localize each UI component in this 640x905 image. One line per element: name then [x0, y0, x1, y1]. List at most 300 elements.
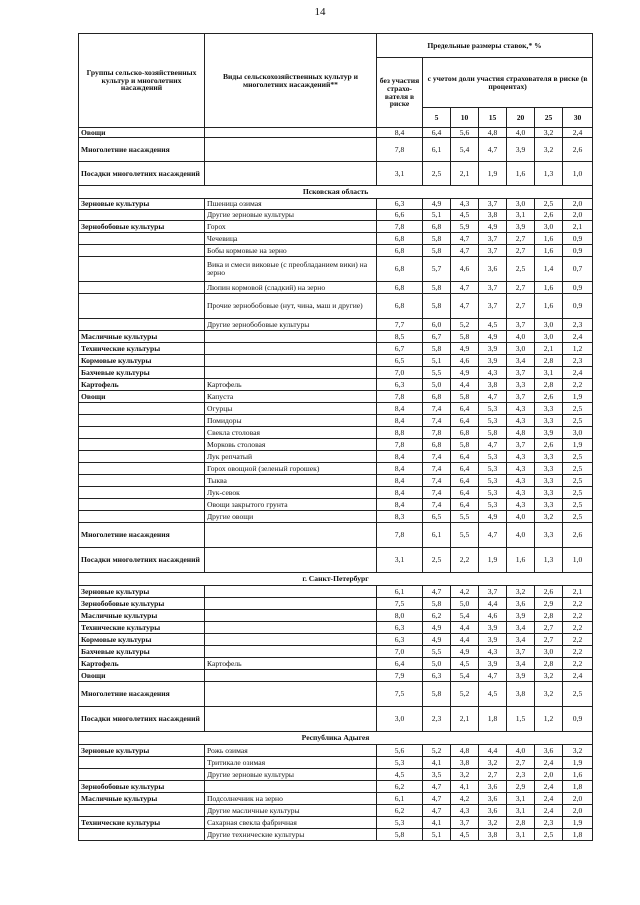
header-share-15: 15: [479, 108, 507, 128]
table-row: [79, 610, 593, 622]
rate-share-cell: 1,2: [563, 343, 593, 355]
rate-share-cell: 4,3: [507, 403, 535, 415]
crop-kind-cell: [205, 343, 377, 355]
rate-without-share-cell: 8,3: [377, 511, 423, 523]
crop-kind-cell: Горох: [205, 221, 377, 233]
rate-share-cell: 3,0: [535, 646, 563, 658]
rate-share-cell: 3,9: [479, 355, 507, 367]
rate-share-cell: 2,4: [563, 331, 593, 343]
rate-share-cell: 5,5: [451, 523, 479, 548]
rate-without-share-cell: 7,8: [377, 221, 423, 233]
rate-share-cell: 3,6: [535, 745, 563, 757]
rate-without-share-cell: 6,3: [377, 634, 423, 646]
rate-share-cell: 1,6: [535, 245, 563, 257]
crop-kind-cell: [205, 622, 377, 634]
rate-share-cell: 4,9: [423, 199, 451, 210]
rate-share-cell: 4,9: [423, 634, 451, 646]
crop-group-cell: Зерновые культуры: [79, 199, 205, 210]
rate-share-cell: 1,3: [535, 162, 563, 186]
rate-share-cell: 3,7: [479, 245, 507, 257]
rate-share-cell: 6,4: [423, 128, 451, 138]
rate-share-cell: 4,3: [451, 805, 479, 817]
crop-kind-cell: Огурцы: [205, 403, 377, 415]
crop-kind-cell: [205, 523, 377, 548]
rate-share-cell: 4,9: [451, 343, 479, 355]
rate-without-share-cell: 5,8: [377, 829, 423, 841]
rate-share-cell: 0,9: [563, 233, 593, 245]
rate-share-cell: 4,4: [451, 634, 479, 646]
rate-without-share-cell: 8,4: [377, 415, 423, 427]
rate-share-cell: 5,8: [451, 331, 479, 343]
rate-share-cell: 3,7: [479, 586, 507, 598]
crop-group-cell: [79, 769, 205, 781]
crop-kind-cell: [205, 781, 377, 793]
rate-share-cell: 3,9: [479, 658, 507, 670]
rate-share-cell: 2,4: [535, 757, 563, 769]
rate-without-share-cell: 6,7: [377, 343, 423, 355]
crop-kind-cell: Пшеница озимая: [205, 199, 377, 210]
table-row: [79, 199, 593, 210]
rate-without-share-cell: 7,8: [377, 523, 423, 548]
region-row: [79, 573, 593, 586]
crop-group-cell: Многолетние насаждения: [79, 523, 205, 548]
crop-group-cell: Масличные культуры: [79, 331, 205, 343]
crop-kind-cell: [205, 610, 377, 622]
rate-share-cell: 4,3: [507, 487, 535, 499]
crop-group-cell: Овощи: [79, 391, 205, 403]
crop-kind-cell: Подсолнечник на зерно: [205, 793, 377, 805]
rate-share-cell: 2,5: [563, 451, 593, 463]
rate-share-cell: 5,4: [451, 670, 479, 682]
rate-share-cell: 2,7: [535, 634, 563, 646]
rate-share-cell: 3,2: [479, 817, 507, 829]
rate-without-share-cell: 7,8: [377, 138, 423, 162]
table-row: [79, 817, 593, 829]
rate-share-cell: 0,9: [563, 707, 593, 732]
rate-share-cell: 2,3: [563, 319, 593, 331]
table-row: [79, 138, 593, 162]
rate-share-cell: 5,4: [451, 610, 479, 622]
rate-share-cell: 2,8: [535, 610, 563, 622]
rate-share-cell: 4,7: [451, 294, 479, 319]
rate-share-cell: 2,4: [563, 367, 593, 379]
rate-share-cell: 4,1: [423, 757, 451, 769]
rate-share-cell: 1,9: [479, 162, 507, 186]
rate-without-share-cell: 8,4: [377, 487, 423, 499]
crop-group-cell: Технические культуры: [79, 622, 205, 634]
region-row: [79, 732, 593, 745]
crop-group-cell: Масличные культуры: [79, 610, 205, 622]
rate-share-cell: 2,5: [423, 548, 451, 573]
table-row: [79, 210, 593, 221]
table-row: [79, 475, 593, 487]
crop-kind-cell: [205, 331, 377, 343]
rate-share-cell: 3,2: [535, 682, 563, 707]
crop-group-cell: Технические культуры: [79, 817, 205, 829]
rate-share-cell: 3,0: [535, 319, 563, 331]
rate-share-cell: 3,9: [479, 622, 507, 634]
crop-group-cell: [79, 511, 205, 523]
header-crop-group: Группы сельско-хозяйственных культур и многолетних насаждений: [79, 34, 205, 128]
rate-share-cell: 5,8: [423, 294, 451, 319]
rate-share-cell: 6,4: [451, 487, 479, 499]
rate-without-share-cell: 7,8: [377, 391, 423, 403]
rate-share-cell: 3,8: [451, 757, 479, 769]
crop-group-cell: [79, 233, 205, 245]
rate-share-cell: 2,4: [563, 670, 593, 682]
crop-kind-cell: Свекла столовая: [205, 427, 377, 439]
rate-share-cell: 4,3: [507, 415, 535, 427]
rate-share-cell: 4,0: [507, 331, 535, 343]
rate-share-cell: 6,1: [423, 523, 451, 548]
rate-share-cell: 2,2: [563, 622, 593, 634]
table-row: [79, 463, 593, 475]
rate-without-share-cell: 8,4: [377, 128, 423, 138]
crop-group-cell: [79, 499, 205, 511]
rate-share-cell: 3,2: [535, 670, 563, 682]
crop-group-cell: [79, 319, 205, 331]
rate-share-cell: 4,8: [479, 128, 507, 138]
rate-share-cell: 0,9: [563, 294, 593, 319]
rate-share-cell: 3,7: [479, 199, 507, 210]
rate-share-cell: 4,9: [479, 511, 507, 523]
rate-share-cell: 2,7: [507, 233, 535, 245]
rate-share-cell: 4,9: [479, 221, 507, 233]
rate-share-cell: 2,2: [451, 548, 479, 573]
rate-without-share-cell: 8,8: [377, 427, 423, 439]
rate-without-share-cell: 8,5: [377, 331, 423, 343]
rate-share-cell: 2,5: [563, 475, 593, 487]
rate-share-cell: 2,3: [535, 817, 563, 829]
crop-kind-cell: Горох овощной (зеленый горошек): [205, 463, 377, 475]
rate-share-cell: 7,4: [423, 463, 451, 475]
rate-share-cell: 3,6: [507, 598, 535, 610]
rate-share-cell: 2,8: [535, 355, 563, 367]
rate-share-cell: 2,5: [507, 257, 535, 282]
rate-share-cell: 4,3: [507, 499, 535, 511]
insurance-rates-table: [78, 33, 593, 841]
crop-group-cell: [79, 245, 205, 257]
rate-share-cell: 2,6: [535, 391, 563, 403]
header-share-30: 30: [563, 108, 593, 128]
crop-kind-cell: Картофель: [205, 379, 377, 391]
rate-share-cell: 3,9: [507, 610, 535, 622]
table-row: [79, 427, 593, 439]
rate-share-cell: 1,8: [479, 707, 507, 732]
rate-share-cell: 4,0: [507, 745, 535, 757]
rate-without-share-cell: 8,0: [377, 610, 423, 622]
rate-share-cell: 3,6: [479, 257, 507, 282]
rate-share-cell: 6,7: [423, 331, 451, 343]
crop-group-cell: Масличные культуры: [79, 793, 205, 805]
crop-group-cell: Зернобобовые культуры: [79, 221, 205, 233]
rate-share-cell: 3,2: [507, 586, 535, 598]
rate-without-share-cell: 7,5: [377, 598, 423, 610]
crop-kind-cell: Рожь озимая: [205, 745, 377, 757]
rate-share-cell: 2,9: [535, 598, 563, 610]
table-row: [79, 793, 593, 805]
rate-share-cell: 2,0: [563, 793, 593, 805]
rate-share-cell: 2,1: [563, 221, 593, 233]
crop-group-cell: Посадки многолетних насаждений: [79, 707, 205, 732]
rate-share-cell: 1,6: [507, 162, 535, 186]
crop-kind-cell: Другие масличные культуры: [205, 805, 377, 817]
table-row: [79, 294, 593, 319]
rate-share-cell: 4,7: [479, 670, 507, 682]
crop-group-cell: Кормовые культуры: [79, 355, 205, 367]
rate-share-cell: 3,2: [535, 128, 563, 138]
rate-share-cell: 3,9: [535, 427, 563, 439]
rate-share-cell: 3,3: [535, 463, 563, 475]
crop-group-cell: Картофель: [79, 379, 205, 391]
rate-share-cell: 4,7: [451, 282, 479, 294]
rate-share-cell: 5,3: [479, 415, 507, 427]
rate-share-cell: 6,8: [423, 391, 451, 403]
rate-share-cell: 3,6: [479, 793, 507, 805]
rate-share-cell: 2,7: [535, 622, 563, 634]
rate-without-share-cell: 7,7: [377, 319, 423, 331]
rate-share-cell: 2,6: [535, 210, 563, 221]
header-crop-kind: Виды сельскохозяйственных культур и многолетних насаждений**: [205, 34, 377, 128]
rate-share-cell: 4,6: [451, 257, 479, 282]
rate-share-cell: 2,0: [563, 199, 593, 210]
rate-share-cell: 4,7: [451, 233, 479, 245]
rate-share-cell: 2,3: [507, 769, 535, 781]
rate-share-cell: 3,3: [535, 523, 563, 548]
rate-share-cell: 3,8: [507, 682, 535, 707]
rate-share-cell: 3,7: [451, 817, 479, 829]
crop-kind-cell: Сахарная свекла фабричная: [205, 817, 377, 829]
rate-share-cell: 4,6: [451, 355, 479, 367]
table-row: [79, 257, 593, 282]
table-row: [79, 355, 593, 367]
rate-share-cell: 2,0: [563, 210, 593, 221]
crop-group-cell: Бахчевые культуры: [79, 367, 205, 379]
rate-share-cell: 5,8: [423, 245, 451, 257]
rate-without-share-cell: 6,1: [377, 586, 423, 598]
rate-share-cell: 2,6: [535, 439, 563, 451]
rate-share-cell: 4,3: [479, 367, 507, 379]
rate-share-cell: 1,9: [563, 817, 593, 829]
rate-share-cell: 3,6: [479, 781, 507, 793]
crop-kind-cell: [205, 367, 377, 379]
crop-group-cell: Посадки многолетних насаждений: [79, 162, 205, 186]
rate-share-cell: 7,4: [423, 451, 451, 463]
rate-share-cell: 7,4: [423, 403, 451, 415]
rate-share-cell: 3,7: [479, 233, 507, 245]
table-row: [79, 757, 593, 769]
rate-share-cell: 5,4: [451, 138, 479, 162]
rate-share-cell: 6,4: [451, 463, 479, 475]
rate-share-cell: 3,3: [535, 487, 563, 499]
rate-share-cell: 5,2: [451, 319, 479, 331]
rate-without-share-cell: 6,2: [377, 805, 423, 817]
rate-share-cell: 2,8: [507, 817, 535, 829]
crop-group-cell: [79, 829, 205, 841]
table-row: [79, 622, 593, 634]
rate-without-share-cell: 7,5: [377, 682, 423, 707]
rate-without-share-cell: 6,8: [377, 245, 423, 257]
rate-without-share-cell: 3,1: [377, 162, 423, 186]
table-row: [79, 367, 593, 379]
crop-kind-cell: [205, 634, 377, 646]
rate-share-cell: 5,8: [451, 439, 479, 451]
rate-share-cell: 5,1: [423, 210, 451, 221]
crop-group-cell: Бахчевые культуры: [79, 646, 205, 658]
rate-share-cell: 2,3: [423, 707, 451, 732]
crop-group-cell: Многолетние насаждения: [79, 138, 205, 162]
rate-share-cell: 5,7: [423, 257, 451, 282]
rate-share-cell: 4,7: [423, 586, 451, 598]
rate-without-share-cell: 5,3: [377, 817, 423, 829]
crop-kind-cell: [205, 162, 377, 186]
rate-share-cell: 4,4: [479, 598, 507, 610]
rate-share-cell: 4,8: [507, 427, 535, 439]
rate-share-cell: 4,3: [479, 646, 507, 658]
rate-share-cell: 0,9: [563, 282, 593, 294]
rate-share-cell: 4,0: [507, 511, 535, 523]
rate-share-cell: 3,7: [479, 294, 507, 319]
rate-without-share-cell: 7,0: [377, 367, 423, 379]
rate-share-cell: 5,3: [479, 463, 507, 475]
rate-share-cell: 7,8: [423, 427, 451, 439]
table-row: [79, 162, 593, 186]
rate-share-cell: 2,7: [479, 769, 507, 781]
rate-share-cell: 2,4: [535, 793, 563, 805]
page-number: 14: [314, 6, 326, 18]
rate-without-share-cell: 7,8: [377, 439, 423, 451]
rate-without-share-cell: 8,4: [377, 475, 423, 487]
rate-share-cell: 4,5: [451, 210, 479, 221]
rate-share-cell: 1,9: [563, 391, 593, 403]
table-row: [79, 499, 593, 511]
rate-share-cell: 3,0: [535, 221, 563, 233]
table-row: [79, 523, 593, 548]
table-row: [79, 829, 593, 841]
rate-share-cell: 5,8: [451, 391, 479, 403]
rate-share-cell: 0,7: [563, 257, 593, 282]
rate-without-share-cell: 8,4: [377, 451, 423, 463]
rate-share-cell: 4,7: [423, 781, 451, 793]
rate-share-cell: 5,2: [423, 745, 451, 757]
crop-group-cell: [79, 487, 205, 499]
rate-share-cell: 6,4: [451, 415, 479, 427]
crop-kind-cell: [205, 646, 377, 658]
rate-share-cell: 3,8: [479, 829, 507, 841]
rate-share-cell: 4,4: [479, 745, 507, 757]
rate-share-cell: 5,3: [479, 451, 507, 463]
rate-share-cell: 4,9: [451, 367, 479, 379]
rate-share-cell: 2,7: [507, 282, 535, 294]
rate-share-cell: 5,6: [451, 128, 479, 138]
table-row: [79, 598, 593, 610]
crop-group-cell: Зернобобовые культуры: [79, 781, 205, 793]
rate-without-share-cell: 7,0: [377, 646, 423, 658]
rate-share-cell: 5,9: [451, 221, 479, 233]
rate-share-cell: 3,4: [507, 634, 535, 646]
crop-kind-cell: [205, 355, 377, 367]
table-row: [79, 769, 593, 781]
rate-share-cell: 5,8: [423, 343, 451, 355]
rate-share-cell: 1,9: [563, 757, 593, 769]
rate-without-share-cell: 8,4: [377, 463, 423, 475]
crop-kind-cell: Капуста: [205, 391, 377, 403]
rate-share-cell: 3,5: [423, 769, 451, 781]
rate-share-cell: 1,0: [563, 162, 593, 186]
rate-share-cell: 4,7: [423, 793, 451, 805]
table-row: [79, 682, 593, 707]
rate-share-cell: 2,1: [535, 343, 563, 355]
rate-share-cell: 3,4: [507, 622, 535, 634]
table-row: [79, 511, 593, 523]
crop-kind-cell: [205, 128, 377, 138]
table-row: [79, 221, 593, 233]
crop-kind-cell: Другие овощи: [205, 511, 377, 523]
rate-share-cell: 3,4: [507, 355, 535, 367]
rate-share-cell: 6,3: [423, 670, 451, 682]
rate-share-cell: 2,5: [563, 463, 593, 475]
rate-share-cell: 2,5: [535, 829, 563, 841]
rate-share-cell: 4,7: [479, 523, 507, 548]
rate-share-cell: 4,3: [451, 199, 479, 210]
crop-kind-cell: [205, 670, 377, 682]
rate-share-cell: 4,6: [479, 610, 507, 622]
rate-share-cell: 3,7: [507, 319, 535, 331]
rate-share-cell: 2,7: [507, 294, 535, 319]
rate-share-cell: 6,4: [451, 403, 479, 415]
crop-group-cell: [79, 282, 205, 294]
rate-share-cell: 4,9: [423, 622, 451, 634]
rate-share-cell: 3,3: [507, 379, 535, 391]
rate-share-cell: 2,2: [563, 646, 593, 658]
rate-share-cell: 7,4: [423, 499, 451, 511]
table-row: [79, 391, 593, 403]
rate-share-cell: 2,2: [563, 658, 593, 670]
rate-share-cell: 7,4: [423, 475, 451, 487]
rate-share-cell: 1,8: [563, 781, 593, 793]
rate-share-cell: 4,0: [507, 128, 535, 138]
rate-share-cell: 2,0: [535, 769, 563, 781]
rate-share-cell: 5,3: [479, 403, 507, 415]
rate-share-cell: 3,3: [535, 499, 563, 511]
crop-kind-cell: Тритикале озимая: [205, 757, 377, 769]
table-row: [79, 331, 593, 343]
table-row: [79, 403, 593, 415]
rate-share-cell: 7,4: [423, 415, 451, 427]
rate-without-share-cell: 5,6: [377, 745, 423, 757]
header-share-25: 25: [535, 108, 563, 128]
crop-kind-cell: Морковь столовая: [205, 439, 377, 451]
rate-share-cell: 2,5: [563, 403, 593, 415]
rate-share-cell: 3,2: [563, 745, 593, 757]
rate-share-cell: 4,7: [479, 138, 507, 162]
rate-share-cell: 6,0: [423, 319, 451, 331]
rate-share-cell: 4,4: [451, 379, 479, 391]
rate-share-cell: 3,0: [507, 199, 535, 210]
table-row: [79, 487, 593, 499]
rate-share-cell: 3,9: [507, 138, 535, 162]
rate-share-cell: 3,7: [507, 391, 535, 403]
rate-share-cell: 1,6: [535, 282, 563, 294]
crop-group-cell: Кормовые культуры: [79, 634, 205, 646]
table-row: [79, 128, 593, 138]
rate-share-cell: 2,5: [563, 499, 593, 511]
rate-share-cell: 5,0: [423, 658, 451, 670]
rate-share-cell: 4,1: [423, 817, 451, 829]
rate-without-share-cell: 6,8: [377, 282, 423, 294]
rate-share-cell: 3,2: [535, 138, 563, 162]
rate-share-cell: 2,3: [563, 355, 593, 367]
